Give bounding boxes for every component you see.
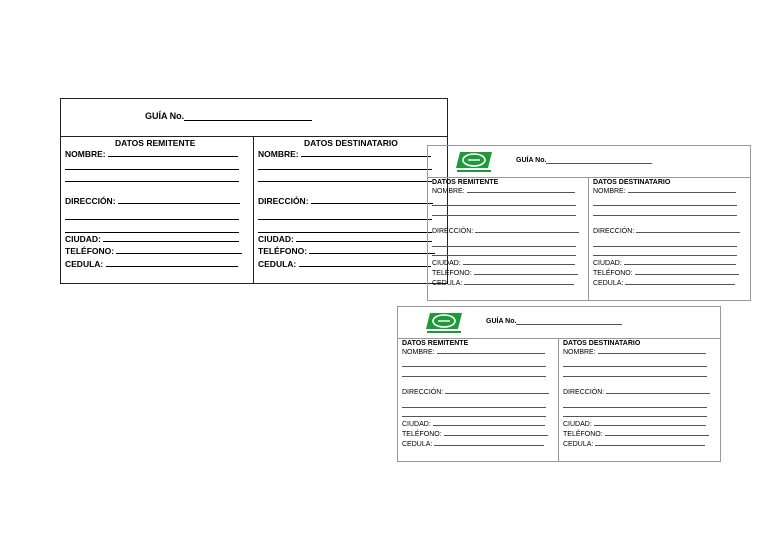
- guide-number-label: GUÍA No.: [516, 157, 547, 164]
- sender-name-line: [402, 376, 546, 377]
- recipient-title: DATOS DESTINATARIO: [304, 138, 398, 148]
- sender-phone-field: [402, 431, 548, 438]
- sender-address-field: [402, 389, 549, 396]
- address-label: DIRECCIÓN:: [65, 196, 116, 206]
- sender-title: DATOS REMITENTE: [432, 179, 499, 186]
- recipient-phone-field: [258, 246, 435, 256]
- recipient-address-line: [563, 416, 707, 417]
- recipient-name-line: [258, 169, 432, 170]
- guide-card-plain: [60, 98, 448, 284]
- recipient-name-line: [593, 215, 737, 216]
- recipient-title: DATOS DESTINATARIO: [563, 340, 641, 347]
- name-label: NOMBRE:: [65, 149, 106, 159]
- sender-title: DATOS REMITENTE: [402, 340, 469, 347]
- sender-name-line: [65, 181, 239, 182]
- sender-name-line: [432, 205, 576, 206]
- sender-name-line: [65, 169, 239, 170]
- recipient-address-line: [593, 255, 737, 256]
- phone-label: TELÉFONO:: [593, 270, 633, 277]
- sender-address-field: [65, 196, 240, 206]
- recipient-address-line: [593, 246, 737, 247]
- address-label: DIRECCIÓN:: [258, 196, 309, 206]
- guide-number-field: [486, 318, 622, 325]
- recipient-phone-field: [563, 431, 709, 438]
- id-label: CEDULA:: [258, 259, 297, 269]
- recipient-name-field: [563, 349, 706, 356]
- sender-address-field: [432, 228, 579, 235]
- city-label: CIUDAD:: [593, 260, 622, 267]
- name-label: NOMBRE:: [432, 188, 465, 195]
- phone-label: TELÉFONO:: [258, 246, 308, 256]
- address-label: DIRECCIÓN:: [593, 228, 635, 235]
- guide-card-logo-top: [427, 145, 751, 301]
- city-label: CIUDAD:: [432, 260, 461, 267]
- recipient-address-line: [258, 232, 432, 233]
- sender-city-field: [432, 260, 575, 267]
- id-label: CEDULA:: [593, 280, 624, 287]
- phone-label: TELÉFONO:: [432, 270, 472, 277]
- address-label: DIRECCIÓN:: [563, 389, 605, 396]
- recipient-name-line: [563, 366, 707, 367]
- sender-id-field: [432, 280, 574, 287]
- sender-name-field: [432, 188, 575, 195]
- recipient-id-field: [258, 259, 431, 269]
- sender-phone-field: [65, 246, 242, 256]
- sender-address-line: [402, 407, 546, 408]
- guide-header: [398, 307, 720, 339]
- recipient-id-field: [563, 441, 705, 448]
- recipient-address-line: [563, 407, 707, 408]
- recipient-phone-field: [593, 270, 739, 277]
- guide-header: [428, 146, 750, 178]
- guide-header: [61, 99, 447, 137]
- sender-section: [428, 177, 588, 300]
- guide-number-label: GUÍA No.: [486, 318, 517, 325]
- guide-number-line: [516, 324, 622, 325]
- id-label: CEDULA:: [65, 259, 104, 269]
- sender-title: DATOS REMITENTE: [115, 138, 196, 148]
- city-label: CIUDAD:: [65, 234, 101, 244]
- guide-card-logo-bottom: [397, 306, 721, 462]
- recipient-name-line: [563, 376, 707, 377]
- sender-name-line: [432, 215, 576, 216]
- phone-label: TELÉFONO:: [402, 431, 442, 438]
- guide-number-field: [516, 157, 652, 164]
- recipient-address-field: [563, 389, 710, 396]
- sender-city-field: [402, 421, 545, 428]
- recipient-section: [559, 338, 720, 461]
- sender-name-line: [402, 366, 546, 367]
- guide-number-field: [145, 111, 312, 121]
- sender-address-line: [432, 255, 576, 256]
- recipient-name-line: [258, 181, 432, 182]
- recipient-id-field: [593, 280, 735, 287]
- sender-name-field: [402, 349, 545, 356]
- sender-id-field: [402, 441, 544, 448]
- city-label: CIUDAD:: [402, 421, 431, 428]
- name-label: NOMBRE:: [258, 149, 299, 159]
- name-label: NOMBRE:: [563, 349, 596, 356]
- sender-phone-field: [432, 270, 578, 277]
- recipient-section: [254, 136, 447, 283]
- sender-id-field: [65, 259, 238, 269]
- name-label: NOMBRE:: [593, 188, 626, 195]
- id-label: CEDULA:: [563, 441, 594, 448]
- city-label: CIUDAD:: [258, 234, 294, 244]
- phone-label: TELÉFONO:: [563, 431, 603, 438]
- id-label: CEDULA:: [402, 441, 433, 448]
- recipient-section: [589, 177, 750, 300]
- sender-address-line: [432, 246, 576, 247]
- recipient-name-field: [593, 188, 736, 195]
- recipient-city-field: [563, 421, 706, 428]
- id-label: CEDULA:: [432, 280, 463, 287]
- recipient-name-field: [258, 149, 431, 159]
- recipient-address-line: [258, 219, 432, 220]
- recipient-title: DATOS DESTINATARIO: [593, 179, 671, 186]
- address-label: DIRECCIÓN:: [402, 389, 444, 396]
- sender-address-line: [65, 232, 239, 233]
- phone-label: TELÉFONO:: [65, 246, 115, 256]
- recipient-name-line: [593, 205, 737, 206]
- sender-city-field: [65, 234, 239, 244]
- sender-address-line: [402, 416, 546, 417]
- city-label: CIUDAD:: [563, 421, 592, 428]
- name-label: NOMBRE:: [402, 349, 435, 356]
- sender-section: [398, 338, 558, 461]
- guide-number-line: [184, 120, 312, 121]
- address-label: DIRECCIÓN:: [432, 228, 474, 235]
- servientrega-logo-icon: [424, 312, 464, 341]
- guide-number-line: [546, 163, 652, 164]
- sender-section: [61, 136, 253, 283]
- recipient-city-field: [593, 260, 736, 267]
- recipient-city-field: [258, 234, 432, 244]
- sender-address-line: [65, 219, 239, 220]
- servientrega-logo-icon: [454, 151, 494, 180]
- sender-name-field: [65, 149, 238, 159]
- recipient-address-field: [258, 196, 433, 206]
- guide-number-label: GUÍA No.: [145, 111, 185, 121]
- recipient-address-field: [593, 228, 740, 235]
